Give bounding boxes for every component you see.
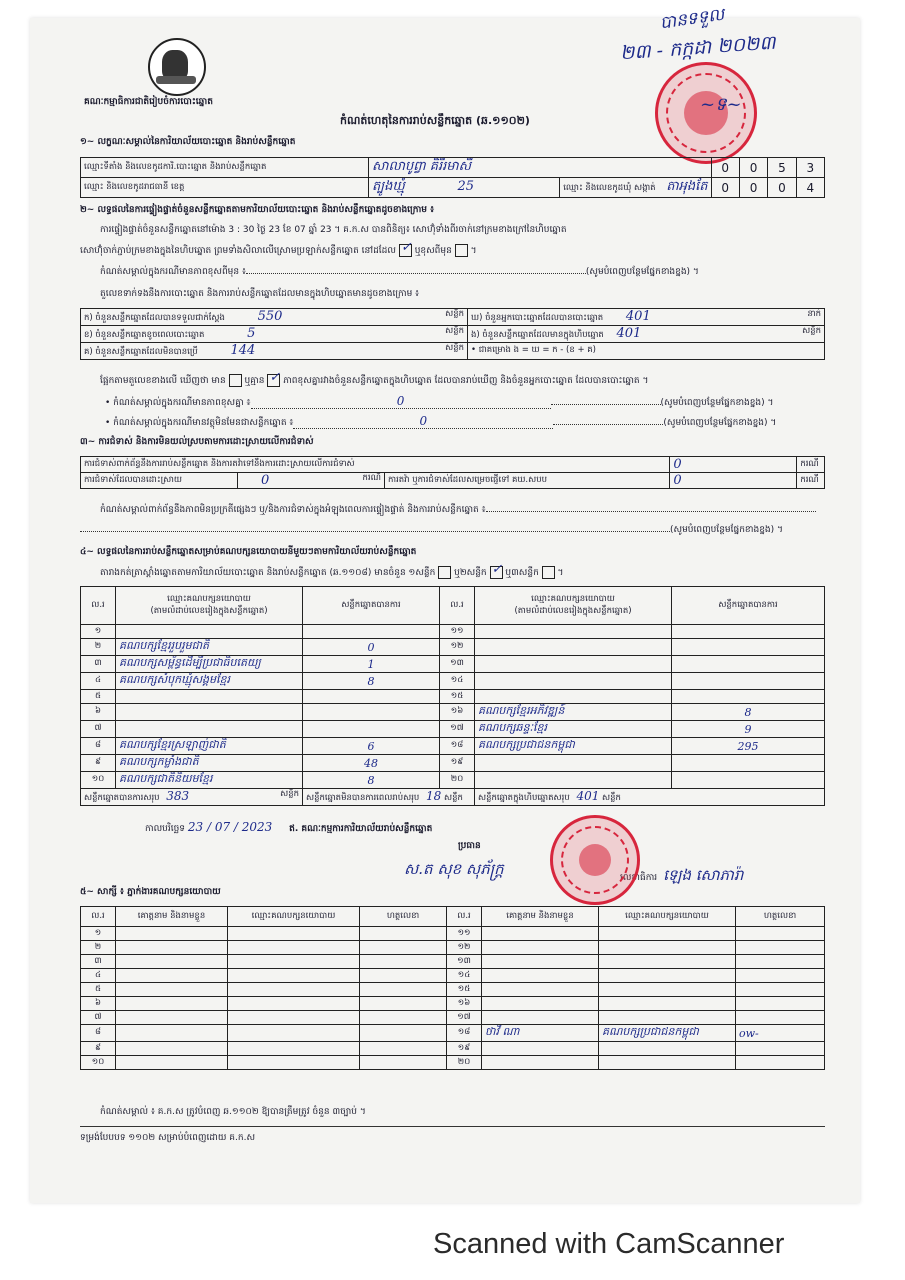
s3-row1-unit: ករណី [797, 457, 825, 473]
witness-sign [360, 969, 447, 983]
row-no: ១២ [440, 639, 475, 656]
witness-sign [736, 969, 825, 983]
witness-name [116, 1042, 228, 1056]
s1-row1-label: ឈ្មោះទីតាំង និងលេខកូដការិ.បោះឆ្នោត និងរាប់សន្លឹកឆ្នោត [81, 158, 369, 178]
witness-row [81, 983, 825, 997]
party-name: គណបក្សខ្មែរអភិវឌ្ឍន៍ [475, 704, 672, 721]
s1-row2-label2: ឈ្មោះ និងលេខកូដឃុំ សង្កាត់ តាអុងតែ [560, 178, 711, 198]
w-col-sign-right: ហត្ថលេខា [736, 907, 825, 927]
row-no: ៤ [81, 969, 116, 983]
row-no: ៦ [81, 704, 116, 721]
count-a-label: ក) ចំនួនសន្លឹកឆ្នោតដែលបានទទួលជាក់ស្តែង 550 សន្លឹក [81, 309, 468, 326]
witness-name [482, 997, 599, 1011]
party-name: គណបក្សកម្លាំងជាតិ [116, 755, 303, 772]
s2-line5: ផ្អែកតាមតួលេខខាងលើ ឃើញថា មាន ឬគ្មាន ✓ ភាពខុសគ្នារវាងចំនួនសន្លឹកឆ្នោតក្នុងហិបឆ្នោត ដែលបានរាប់ឃើញ និងចំនួនអ្នកបោះឆ្នោត ដែលបានបោះឆ្នោត ។ [100, 370, 649, 386]
sheets-1-checkbox[interactable] [438, 566, 451, 579]
diff-no-checkbox[interactable]: ✓ [269, 370, 281, 385]
witness-name [482, 1011, 599, 1025]
witness-party [228, 927, 360, 941]
witness-row [81, 1011, 825, 1025]
witness-party [228, 1042, 360, 1056]
row-no: ១ [81, 625, 116, 639]
chair-signature: ស.ត សុខ សុភ័ក្ត្រ [404, 860, 504, 878]
witness-name [482, 1042, 599, 1056]
witness-sign [736, 927, 825, 941]
party-name: គណបក្សឆន្ទៈខ្មែរ [475, 721, 672, 738]
s1-row1-value: សាលាបូព្វា គិរីរមាសី [369, 158, 712, 178]
result-row [81, 656, 825, 673]
witness-row [81, 997, 825, 1011]
vote-count [303, 704, 440, 721]
row-no: ២ [81, 639, 116, 656]
col-votes: សន្លឹកឆ្នោតបានការ [303, 587, 440, 625]
witness-row [81, 1042, 825, 1056]
bottom-divider [80, 1126, 825, 1127]
witness-sign [360, 927, 447, 941]
s2-line2: សោហ៊ុំចាក់ភ្ជាប់ក្រមខាងក្នុងនៃហិបឆ្នោត ព្រមទាំងសិលាលើស្រោមប្រឡាក់សន្លឹកឆ្នោត នៅដដែល ✓ ឬខុសពីមុន ។ [80, 240, 477, 256]
row-no: ១៣ [447, 955, 482, 969]
party-name: គណបក្សសំបុកឃ្មុំសង្គមខ្មែរ [116, 673, 303, 690]
witness-row [81, 1025, 825, 1042]
row-no: ១១ [447, 927, 482, 941]
w-col-party: ឈ្មោះគណបក្សនយោបាយ [228, 907, 360, 927]
row-no: ១៧ [440, 721, 475, 738]
witness-row [81, 969, 825, 983]
result-row [81, 721, 825, 738]
row-no: ៧ [81, 1011, 116, 1025]
s1-table [80, 157, 825, 198]
witness-name [482, 969, 599, 983]
row-no: ១៤ [440, 673, 475, 690]
vote-count [303, 721, 440, 738]
s1-code2-4: 4 [796, 178, 824, 198]
witness-party [599, 941, 736, 955]
s5-footnote: កំណត់សម្គាល់ ៖ គ.ក.ស ត្រូវបំពេញ ឆ.១១០២ ឱ្យបានត្រឹមត្រូវ ចំនួន ៣ច្បាប់ ។ [100, 1107, 366, 1117]
witness-name [116, 983, 228, 997]
witness-party [599, 1011, 736, 1025]
witness-party [599, 969, 736, 983]
witness-row [81, 955, 825, 969]
witness-sign [360, 941, 447, 955]
sum-invalid: សន្លឹកឆ្នោតមិនបានការពេលរាប់សរុប 18 សន្លឹក [303, 789, 475, 806]
witness-party [228, 941, 360, 955]
party-name [475, 690, 672, 704]
witness-row [81, 941, 825, 955]
official-stamp-committee [550, 815, 640, 905]
row-no: ១៥ [440, 690, 475, 704]
row-no: ៩ [81, 755, 116, 772]
row-no: ៩ [81, 1042, 116, 1056]
scanner-watermark: Scanned with CamScanner [433, 1228, 785, 1260]
s1-row2-label: ឈ្មោះ និងលេខកូដរាជធានី ខេត្ត [81, 178, 369, 198]
row-no: ១៥ [447, 983, 482, 997]
s4-intro: តារាងកត់ត្រាស្តាំងឆ្នោតតាមការិយាល័យបោះឆ្នោត និងរាប់សន្លឹកឆ្នោត (ឆ.១១០៨) មានចំនួន ១សន្លឹក ឬ២សន្លឹក ✓ ឬ៣សន្លឹក ។ [100, 562, 564, 578]
party-name [116, 625, 303, 639]
result-row [81, 738, 825, 755]
s1-code2-2: 0 [739, 178, 767, 198]
result-row [81, 772, 825, 789]
vote-count: 6 [303, 738, 440, 755]
w-col-no: ល.រ [81, 907, 116, 927]
s1-heading: ១~ លក្ខណៈសម្គាល់នៃការិយាល័យបោះឆ្នោត និងរាប់សន្លឹកឆ្នោត [80, 137, 296, 147]
party-name: គណបក្សខ្មែរស្រឡាញ់ជាតិ [116, 738, 303, 755]
witness-party [228, 983, 360, 997]
s3-row2b-label: ការតវ៉ា ឬការជំទាស់ដែលសម្រេចផ្ញើទៅ គឃ.សបប [385, 473, 670, 489]
vote-count [303, 625, 440, 639]
witness-sign [736, 955, 825, 969]
row-no: ១៣ [440, 656, 475, 673]
col-no: ល.រ [81, 587, 116, 625]
s1-code2-3: 0 [768, 178, 796, 198]
s3-row2a-value: 0 ករណី [238, 473, 385, 489]
row-no: ៣ [81, 955, 116, 969]
row-no: ១៨ [440, 738, 475, 755]
party-name: គណបក្សសម្ព័ន្ធដើម្បីប្រជាធិបតេយ្យ [116, 656, 303, 673]
s3-row2b-value: 0 [670, 473, 797, 489]
s2-line1: ការផ្ទៀងផ្ទាត់ចំនួនសន្លឹកឆ្នោតនៅម៉ោង 3 : 30 ថ្ងៃ 23 ខែ 07 ឆ្នាំ 23 ។ គ.ក.ស បានពិនិត្យ៖ សោហ៊ុំទាំងពីរចាក់នៅក្រមខាងក្រៅនៃហិបឆ្នោត [100, 225, 567, 235]
row-no: ៨ [81, 1025, 116, 1042]
s5-heading: ៥~ សាក្សី ៖ ភ្នាក់ងារគណបក្សនយោបាយ [80, 887, 221, 897]
s2-bullet2: • កំណត់សម្គាល់ក្នុងករណីមានវត្ថុមិនមែនជាសន្លឹកឆ្នោត ៖ 0 (សូមបំពេញបន្ថែមផ្នែកខាងខ្នង) ។ [105, 414, 777, 428]
witness-sign [736, 983, 825, 997]
s4-date-line: កាលបរិច្ឆេទ 23 / 07 / 2023 ឥ. គណៈកម្មការការិយាល័យរាប់សន្លឹកឆ្នោត [145, 820, 433, 834]
result-row [81, 673, 825, 690]
count-c-label: គ) ចំនួនសន្លឹកឆ្នោតដែលមិនបានប្រើ 144 សន្លឹក [81, 343, 468, 360]
s2-counts-table [80, 308, 825, 360]
row-no: ១៨ [447, 1025, 482, 1042]
witness-party [599, 927, 736, 941]
row-no: ១៤ [447, 969, 482, 983]
s1-code2-1: 0 [711, 178, 739, 198]
witness-party [599, 1042, 736, 1056]
witness-party [228, 997, 360, 1011]
witness-party [228, 955, 360, 969]
row-no: ៧ [81, 721, 116, 738]
witness-party: គណបក្សប្រជាជនកម្ពុជា [599, 1025, 736, 1042]
s2-line3: កំណត់សម្គាល់ក្នុងករណីមានភាពខុសពីមុន ៖ (សូមបំពេញបន្ថែមផ្នែកខាងខ្នង) ។ [100, 267, 699, 277]
row-no: ១៦ [440, 704, 475, 721]
party-name [475, 639, 672, 656]
col-no-right: ល.រ [440, 587, 475, 625]
witness-name [482, 927, 599, 941]
s2-bullet1: • កំណត់សម្គាល់ក្នុងករណីមានភាពខុសគ្នា ៖ 0 (សូមបំពេញបន្ថែមផ្នែកខាងខ្នង) ។ [105, 394, 774, 408]
s1-code-4: 3 [796, 158, 824, 178]
s1-code-1: 0 [711, 158, 739, 178]
party-name: គណបក្សប្រជាជនកម្ពុជា [475, 738, 672, 755]
witness-sign [736, 1056, 825, 1070]
result-row [81, 755, 825, 772]
form-title: កំណត់ហេតុនៃការរាប់សន្លឹកឆ្នោត (ឆ.១១០២) [340, 114, 530, 127]
vote-count: 8 [303, 772, 440, 789]
party-name [116, 690, 303, 704]
row-no: ១ [81, 927, 116, 941]
party-name [475, 673, 672, 690]
count-formula: • ជាគម្រោង ង = ឃ = ក - (ខ + គ) [468, 343, 825, 360]
emblem-logo [148, 38, 206, 96]
sum-valid: សន្លឹកឆ្នោតបានការសរុប 383 សន្លឹក [81, 789, 303, 806]
witness-name [116, 955, 228, 969]
vote-count: 8 [303, 673, 440, 690]
vote-count: 9 [672, 721, 825, 738]
s1-code-2: 0 [739, 158, 767, 178]
result-row [81, 690, 825, 704]
received-date: ២៣ - កក្កដា ២០២៣ [619, 31, 777, 65]
count-e-label: ង) ចំនួនសន្លឹកឆ្នោតដែលមានក្នុងហិបឆ្នោត 401 សន្លឹក [468, 326, 825, 343]
s3-row1-value: 0 [670, 457, 797, 473]
row-no: ១១ [440, 625, 475, 639]
party-name [475, 755, 672, 772]
col-votes-right: សន្លឹកឆ្នោតបានការ [672, 587, 825, 625]
row-no: ៨ [81, 738, 116, 755]
witness-sign [360, 1011, 447, 1025]
witness-party [228, 969, 360, 983]
witness-party [599, 1056, 736, 1070]
form-footer: ទម្រង់បែបបទ ១១០២ សម្រាប់បំពេញដោយ គ.ក.ស [80, 1133, 256, 1143]
witness-sign [360, 997, 447, 1011]
witness-name [116, 941, 228, 955]
row-no: ១៩ [447, 1042, 482, 1056]
witness-name [482, 983, 599, 997]
party-name [475, 656, 672, 673]
party-name [475, 625, 672, 639]
s3-line: កំណត់សម្គាល់ពាក់ព័ន្ធនឹងភាពមិនប្រក្រតីផ្សេងៗ ឬ/និងការជំទាស់ក្នុងអំឡុងពេលការផ្ទៀងផ្ទាត់ និងការរាប់សន្លឹកឆ្នោត ៖ [100, 504, 816, 517]
vote-count: 1 [303, 656, 440, 673]
result-row [81, 704, 825, 721]
w-col-name: គោត្តនាម និងនាមខ្លួន [116, 907, 228, 927]
s4-results-table [80, 586, 825, 806]
result-row [81, 625, 825, 639]
result-row [81, 639, 825, 656]
row-no: ១៩ [440, 755, 475, 772]
s4-heading: ៤~ លទ្ធផលនៃការរាប់សន្លឹកឆ្នោតសម្រាប់គណបក្សនយោបាយនីមួយៗតាមការិយាល័យរាប់សន្លឹកឆ្នោត [80, 547, 417, 557]
witness-name [116, 969, 228, 983]
s3-row2b-unit: ករណី [797, 473, 825, 489]
vote-count [672, 639, 825, 656]
vote-count: 8 [672, 704, 825, 721]
signature-top: ~ទ~ [700, 94, 742, 115]
secretary-label: លេខាធិការ ឡេង សោភារ៉ា [620, 866, 744, 884]
w-col-sign: ហត្ថលេខា [360, 907, 447, 927]
row-no: ៥ [81, 983, 116, 997]
witness-name [482, 955, 599, 969]
witness-name: ថាវី ណា [482, 1025, 599, 1042]
party-name: គណបក្សជាតិនិយមខ្មែរ [116, 772, 303, 789]
s5-witness-table [80, 906, 825, 1070]
witness-name [482, 1056, 599, 1070]
s2-heading: ២~ លទ្ធផលនៃការផ្ទៀងផ្ទាត់ចំនួនសន្លឹកឆ្នោតតាមការិយាល័យបោះឆ្នោត និងរាប់សន្លឹកឆ្នោតដូចខាងក្រោម ៖ [80, 205, 435, 215]
vote-count [672, 772, 825, 789]
witness-name [116, 1056, 228, 1070]
row-no: ៥ [81, 690, 116, 704]
row-no: ២០ [440, 772, 475, 789]
vote-count [303, 690, 440, 704]
party-name [116, 704, 303, 721]
s2-line4: តួលេខទាក់ទងនឹងការបោះឆ្នោត និងការរាប់សន្លឹកឆ្នោតដែលមានក្នុងហិបឆ្នោតមានដូចខាងក្រោម ៖ [100, 289, 420, 299]
witness-name [116, 997, 228, 1011]
count-b-label: ខ) ចំនួនសន្លឹកឆ្នោតខូចពេលបោះឆ្នោត 5 សន្លឹក [81, 326, 468, 343]
witness-sign [736, 1011, 825, 1025]
row-no: ១៧ [447, 1011, 482, 1025]
row-no: ២ [81, 941, 116, 955]
witness-name [482, 941, 599, 955]
received-note: បានទទួល [658, 4, 726, 34]
changed-checkbox[interactable] [455, 244, 468, 257]
s3-row2a-label: ការជំទាស់ដែលបានដោះស្រាយ [81, 473, 238, 489]
witness-party [599, 997, 736, 1011]
row-no: ២០ [447, 1056, 482, 1070]
vote-count [672, 673, 825, 690]
vote-count [672, 656, 825, 673]
unchanged-checkbox[interactable]: ✓ [400, 240, 412, 255]
witness-row [81, 1056, 825, 1070]
vote-count [672, 625, 825, 639]
s3-row1-label: ការជំទាស់ពាក់ព័ន្ធនឹងការរាប់សន្លឹកឆ្នោត និងការតវ៉ាទៅនឹងការដោះស្រាយលើការជំទាស់ [81, 457, 670, 473]
w-col-no-right: ល.រ [447, 907, 482, 927]
witness-sign [736, 941, 825, 955]
s1-row2-value: ត្បូងឃ្មុំ 25 [369, 178, 560, 198]
vote-count: 0 [303, 639, 440, 656]
party-name: គណបក្សខ្មែររួបរួមជាតិ [116, 639, 303, 656]
row-no: ១២ [447, 941, 482, 955]
diff-yes-checkbox[interactable] [229, 374, 242, 387]
s3-heading: ៣~ ការជំទាស់ និងការមិនយល់ស្របតាមការដោះស្រាយលើការជំទាស់ [80, 437, 314, 447]
witness-party [599, 955, 736, 969]
witness-party [599, 983, 736, 997]
witness-sign [360, 1056, 447, 1070]
row-no: ១០ [81, 1056, 116, 1070]
row-no: ៦ [81, 997, 116, 1011]
row-no: ៣ [81, 656, 116, 673]
witness-sign [360, 1042, 447, 1056]
witness-sign [360, 983, 447, 997]
witness-sign [736, 1042, 825, 1056]
row-no: ៤ [81, 673, 116, 690]
witness-name [116, 927, 228, 941]
vote-count: 48 [303, 755, 440, 772]
col-party-right: ឈ្មោះគណបក្សនយោបាយ (តាមលំដាប់លេខរៀងក្នុងសន្លឹកឆ្នោត) [475, 587, 672, 625]
witness-sign: ow- [736, 1025, 825, 1042]
w-col-party-right: ឈ្មោះគណបក្សនយោបាយ [599, 907, 736, 927]
party-name [116, 721, 303, 738]
vote-count [672, 690, 825, 704]
org-name: គណៈកម្មាធិការជាតិរៀបចំការបោះឆ្នោត [84, 97, 213, 107]
col-party: ឈ្មោះគណបក្សនយោបាយ (តាមលំដាប់លេខរៀងក្នុងសន្លឹកឆ្នោត) [116, 587, 303, 625]
witness-sign [360, 955, 447, 969]
row-no: ១៦ [447, 997, 482, 1011]
witness-sign [360, 1025, 447, 1042]
s3-line-continue: (សូមបំពេញបន្ថែមផ្នែកខាងខ្នង) ។ [80, 524, 783, 537]
witness-party [228, 1025, 360, 1042]
count-d-label: ឃ) ចំនួនអ្នកបោះឆ្នោតដែលបានបោះឆ្នោត 401 នាក់ [468, 309, 825, 326]
vote-count [672, 755, 825, 772]
witness-name [116, 1025, 228, 1042]
witness-row [81, 927, 825, 941]
s3-table [80, 456, 825, 489]
row-no: ១០ [81, 772, 116, 789]
sheets-3-checkbox[interactable] [542, 566, 555, 579]
chair-title: ប្រធាន [458, 841, 481, 851]
sum-box: សន្លឹកឆ្នោតក្នុងហិបឆ្នោតសរុប 401 សន្លឹក [475, 789, 825, 806]
s1-code-3: 5 [768, 158, 796, 178]
sheets-2-checkbox[interactable]: ✓ [491, 562, 503, 577]
vote-count: 295 [672, 738, 825, 755]
party-name [475, 772, 672, 789]
witness-name [116, 1011, 228, 1025]
witness-party [228, 1056, 360, 1070]
w-col-name-right: គោត្តនាម និងនាមខ្លួន [482, 907, 599, 927]
witness-party [228, 1011, 360, 1025]
witness-sign [736, 997, 825, 1011]
